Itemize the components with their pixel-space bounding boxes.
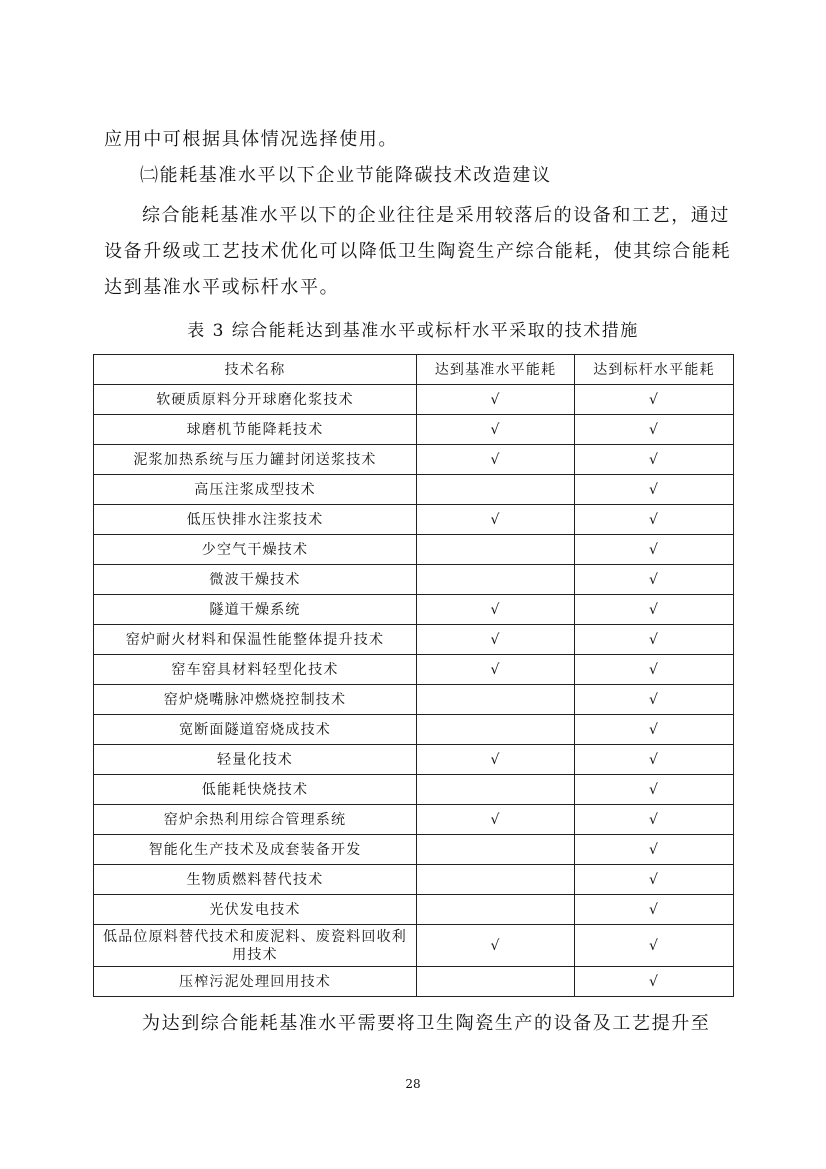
paragraph-line: 达到基准水平或标杆水平。 — [104, 277, 340, 298]
cell-tech-name: 智能化生产技术及成套装备开发 — [94, 835, 417, 865]
cell-baseline-check: √ — [417, 655, 575, 685]
table-row — [94, 775, 734, 805]
cell-benchmark-check: √ — [575, 715, 734, 745]
cell-tech-name: 低压快排水注浆技术 — [94, 505, 417, 535]
cell-tech-name: 球磨机节能降耗技术 — [94, 415, 417, 445]
cell-benchmark-check: √ — [575, 745, 734, 775]
paragraph-closing: 为达到综合能耗基准水平需要将卫生陶瓷生产的设备及工艺提升至 — [142, 1013, 711, 1034]
cell-tech-name: 压榨污泥处理回用技术 — [94, 967, 417, 997]
paragraph-intro: 应用中可根据具体情况选择使用。 — [104, 129, 398, 150]
cell-benchmark-check: √ — [575, 775, 734, 805]
section-heading: ㈡能耗基准水平以下企业节能降碳技术改造建议 — [140, 165, 552, 186]
table-row — [94, 835, 734, 865]
cell-baseline-check: √ — [417, 805, 575, 835]
cell-benchmark-check: √ — [575, 565, 734, 595]
cell-benchmark-check: √ — [575, 655, 734, 685]
cell-baseline-check: √ — [417, 745, 575, 775]
page-number: 28 — [405, 1077, 421, 1091]
table-row — [94, 895, 734, 925]
header-tech-name: 技术名称 — [94, 355, 417, 385]
table-row — [94, 967, 734, 997]
table-row — [94, 865, 734, 895]
cell-baseline-check — [417, 475, 575, 505]
cell-tech-name: 泥浆加热系统与压力罐封闭送浆技术 — [94, 445, 417, 475]
cell-tech-name: 少空气干燥技术 — [94, 535, 417, 565]
paragraph-line: 综合能耗基准水平以下的企业往往是采用较落后的设备和工艺，通过 — [142, 205, 730, 226]
cell-tech-name: 微波干燥技术 — [94, 565, 417, 595]
cell-tech-name: 软硬质原料分开球磨化浆技术 — [94, 385, 417, 415]
cell-baseline-check — [417, 967, 575, 997]
table-row — [94, 415, 734, 445]
cell-tech-name: 窑车窑具材料轻型化技术 — [94, 655, 417, 685]
cell-tech-name: 窑炉余热利用综合管理系统 — [94, 805, 417, 835]
cell-baseline-check — [417, 775, 575, 805]
cell-baseline-check — [417, 715, 575, 745]
cell-baseline-check — [417, 535, 575, 565]
table-header-row — [94, 355, 734, 385]
cell-baseline-check — [417, 865, 575, 895]
cell-benchmark-check: √ — [575, 805, 734, 835]
cell-benchmark-check: √ — [575, 445, 734, 475]
cell-tech-name: 宽断面隧道窑烧成技术 — [94, 715, 417, 745]
table-row — [94, 715, 734, 745]
cell-baseline-check: √ — [417, 415, 575, 445]
cell-benchmark-check: √ — [575, 475, 734, 505]
cell-benchmark-check: √ — [575, 535, 734, 565]
table-row — [94, 445, 734, 475]
table-row — [94, 745, 734, 775]
cell-tech-name: 低品位原料替代技术和废泥料、废瓷料回收利用技术 — [94, 925, 417, 967]
cell-tech-name: 生物质燃料替代技术 — [94, 865, 417, 895]
paragraph-line: 设备升级或工艺技术优化可以降低卫生陶瓷生产综合能耗，使其综合能耗 — [104, 241, 732, 262]
table-row — [94, 535, 734, 565]
cell-tech-name: 隧道干燥系统 — [94, 595, 417, 625]
cell-baseline-check — [417, 685, 575, 715]
cell-baseline-check: √ — [417, 595, 575, 625]
table-row — [94, 625, 734, 655]
cell-tech-name: 轻量化技术 — [94, 745, 417, 775]
cell-baseline-check: √ — [417, 445, 575, 475]
cell-benchmark-check: √ — [575, 595, 734, 625]
cell-benchmark-check: √ — [575, 865, 734, 895]
table-caption: 表 3 综合能耗达到基准水平或标杆水平采取的技术措施 — [187, 321, 639, 341]
cell-tech-name: 窑炉耐火材料和保温性能整体提升技术 — [94, 625, 417, 655]
table-row — [94, 655, 734, 685]
cell-benchmark-check: √ — [575, 625, 734, 655]
header-baseline: 达到基准水平能耗 — [417, 355, 575, 385]
table-row — [94, 685, 734, 715]
cell-benchmark-check: √ — [575, 415, 734, 445]
cell-baseline-check: √ — [417, 505, 575, 535]
cell-tech-name: 光伏发电技术 — [94, 895, 417, 925]
cell-tech-name: 高压注浆成型技术 — [94, 475, 417, 505]
cell-baseline-check — [417, 835, 575, 865]
cell-benchmark-check: √ — [575, 505, 734, 535]
cell-baseline-check: √ — [417, 625, 575, 655]
header-benchmark: 达到标杆水平能耗 — [575, 355, 734, 385]
cell-tech-name: 窑炉烧嘴脉冲燃烧控制技术 — [94, 685, 417, 715]
table-row — [94, 805, 734, 835]
cell-benchmark-check: √ — [575, 685, 734, 715]
cell-baseline-check: √ — [417, 925, 575, 967]
cell-benchmark-check: √ — [575, 925, 734, 967]
table-row — [94, 565, 734, 595]
cell-benchmark-check: √ — [575, 835, 734, 865]
cell-tech-name: 低能耗快烧技术 — [94, 775, 417, 805]
technology-measures-table — [93, 354, 734, 997]
table-row — [94, 925, 734, 967]
cell-benchmark-check: √ — [575, 967, 734, 997]
cell-baseline-check — [417, 895, 575, 925]
table-row — [94, 595, 734, 625]
cell-benchmark-check: √ — [575, 895, 734, 925]
cell-baseline-check — [417, 565, 575, 595]
cell-benchmark-check: √ — [575, 385, 734, 415]
table-row — [94, 475, 734, 505]
table-row — [94, 505, 734, 535]
table-row — [94, 385, 734, 415]
cell-baseline-check: √ — [417, 385, 575, 415]
